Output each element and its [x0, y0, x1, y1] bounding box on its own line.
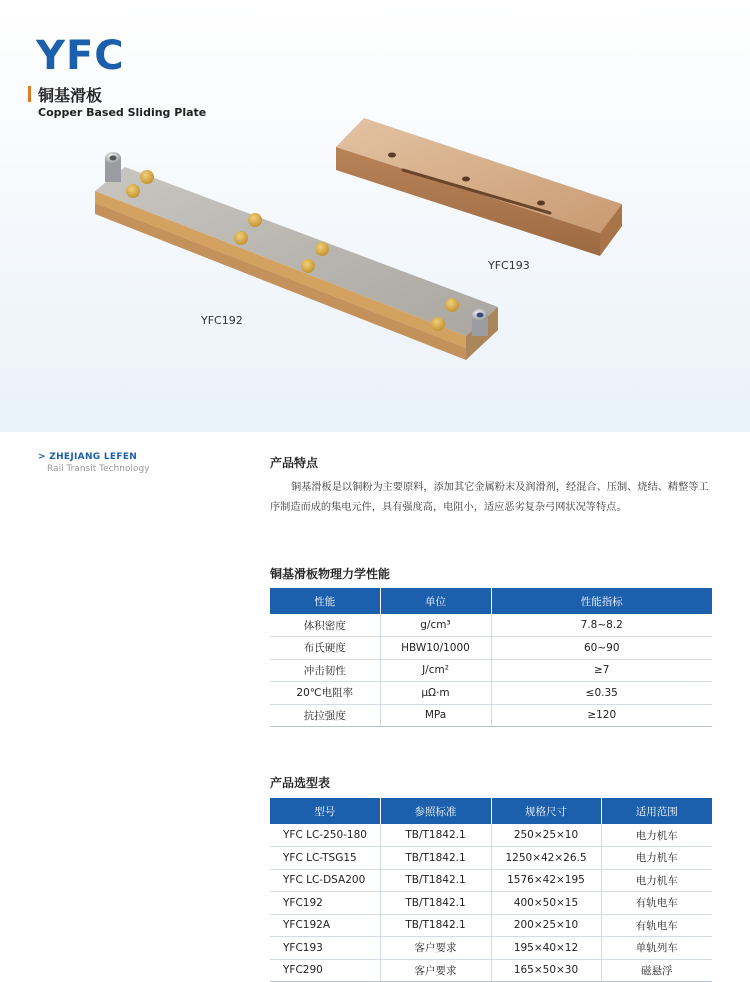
table-cell: μΩ·m [380, 682, 491, 705]
table-cell: 165×50×30 [491, 959, 601, 982]
table-cell: YFC LC-250-180 [270, 824, 380, 847]
selection-heading: 产品选型表 [270, 776, 331, 790]
table-cell: 7.8~8.2 [491, 614, 712, 637]
table-row [270, 914, 712, 937]
table-cell: YFC290 [270, 959, 380, 982]
properties-heading: 铜基滑板物理力学性能 [270, 567, 391, 581]
table-cell: YFC LC-TSG15 [270, 847, 380, 870]
column-header: 性能指标 [491, 588, 712, 614]
table-cell: 200×25×10 [491, 914, 601, 937]
table-cell: 195×40×12 [491, 937, 601, 960]
table-cell: 抗拉强度 [270, 704, 380, 727]
company-tagline: Rail Transit Technology [47, 464, 150, 474]
table-row [270, 704, 712, 727]
table-row [270, 824, 712, 847]
table-header-row [270, 798, 712, 824]
table-row [270, 614, 712, 637]
table-cell: 400×50×15 [491, 892, 601, 915]
table-cell: 体积密度 [270, 614, 380, 637]
table-row [270, 869, 712, 892]
table-cell: 客户要求 [380, 937, 491, 960]
table-cell: 有轨电车 [601, 892, 712, 915]
table-cell: 冲击韧性 [270, 659, 380, 682]
table-cell: YFC LC-DSA200 [270, 869, 380, 892]
table-cell: ≥120 [491, 704, 712, 727]
column-header: 规格尺寸 [491, 798, 601, 824]
company-name: > ZHEJIANG LEFEN [38, 452, 138, 462]
page-title: 铜基滑板 [38, 86, 103, 105]
table-cell: TB/T1842.1 [380, 892, 491, 915]
table-cell: 20℃电阻率 [270, 682, 380, 705]
table-cell: MPa [380, 704, 491, 727]
table-cell: YFC193 [270, 937, 380, 960]
table-cell: 电力机车 [601, 869, 712, 892]
table-header-row [270, 588, 712, 614]
table-cell: 客户要求 [380, 959, 491, 982]
company-logo: YFC [36, 33, 125, 79]
page-subtitle: Copper Based Sliding Plate [38, 106, 207, 119]
table-row [270, 847, 712, 870]
table-cell: YFC192A [270, 914, 380, 937]
table-cell: 250×25×10 [491, 824, 601, 847]
properties-table [270, 588, 712, 727]
table-cell: TB/T1842.1 [380, 824, 491, 847]
product-label-yfc192: YFC192 [201, 314, 243, 327]
table-row [270, 682, 712, 705]
column-header: 性能 [270, 588, 380, 614]
selection-table [270, 798, 712, 982]
table-cell: 有轨电车 [601, 914, 712, 937]
table-cell: 电力机车 [601, 824, 712, 847]
table-cell: ≤0.35 [491, 682, 712, 705]
table-cell: TB/T1842.1 [380, 869, 491, 892]
table-cell: g/cm³ [380, 614, 491, 637]
table-row [270, 659, 712, 682]
table-cell: HBW10/1000 [380, 637, 491, 660]
features-text: 铜基滑板是以铜粉为主要原料，添加其它金属粉末及润滑剂，经混合、压制、烧结、精整等工序制造而成的集电元件，具有强度高，电阻小，适应恶劣复杂弓网状况等特点。 [270, 482, 709, 513]
table-cell: 60~90 [491, 637, 712, 660]
table-cell: TB/T1842.1 [380, 914, 491, 937]
table-cell: ≥7 [491, 659, 712, 682]
table-row [270, 959, 712, 982]
product-photo [0, 0, 750, 432]
table-cell: 单轨列车 [601, 937, 712, 960]
table-row [270, 892, 712, 915]
table-cell: 布氏硬度 [270, 637, 380, 660]
table-cell: 1250×42×26.5 [491, 847, 601, 870]
company-sidebar [38, 452, 150, 474]
table-cell: 1576×42×195 [491, 869, 601, 892]
column-header: 参照标准 [380, 798, 491, 824]
table-cell: J/cm² [380, 659, 491, 682]
table-row [270, 637, 712, 660]
table-cell: 磁悬浮 [601, 959, 712, 982]
table-cell: TB/T1842.1 [380, 847, 491, 870]
features-heading: 产品特点 [270, 456, 319, 470]
column-header: 单位 [380, 588, 491, 614]
product-label-yfc193: YFC193 [488, 259, 530, 272]
table-cell: 电力机车 [601, 847, 712, 870]
column-header: 型号 [270, 798, 380, 824]
table-cell: YFC192 [270, 892, 380, 915]
column-header: 适用范围 [601, 798, 712, 824]
yfc193-block [336, 118, 622, 256]
table-row [270, 937, 712, 960]
